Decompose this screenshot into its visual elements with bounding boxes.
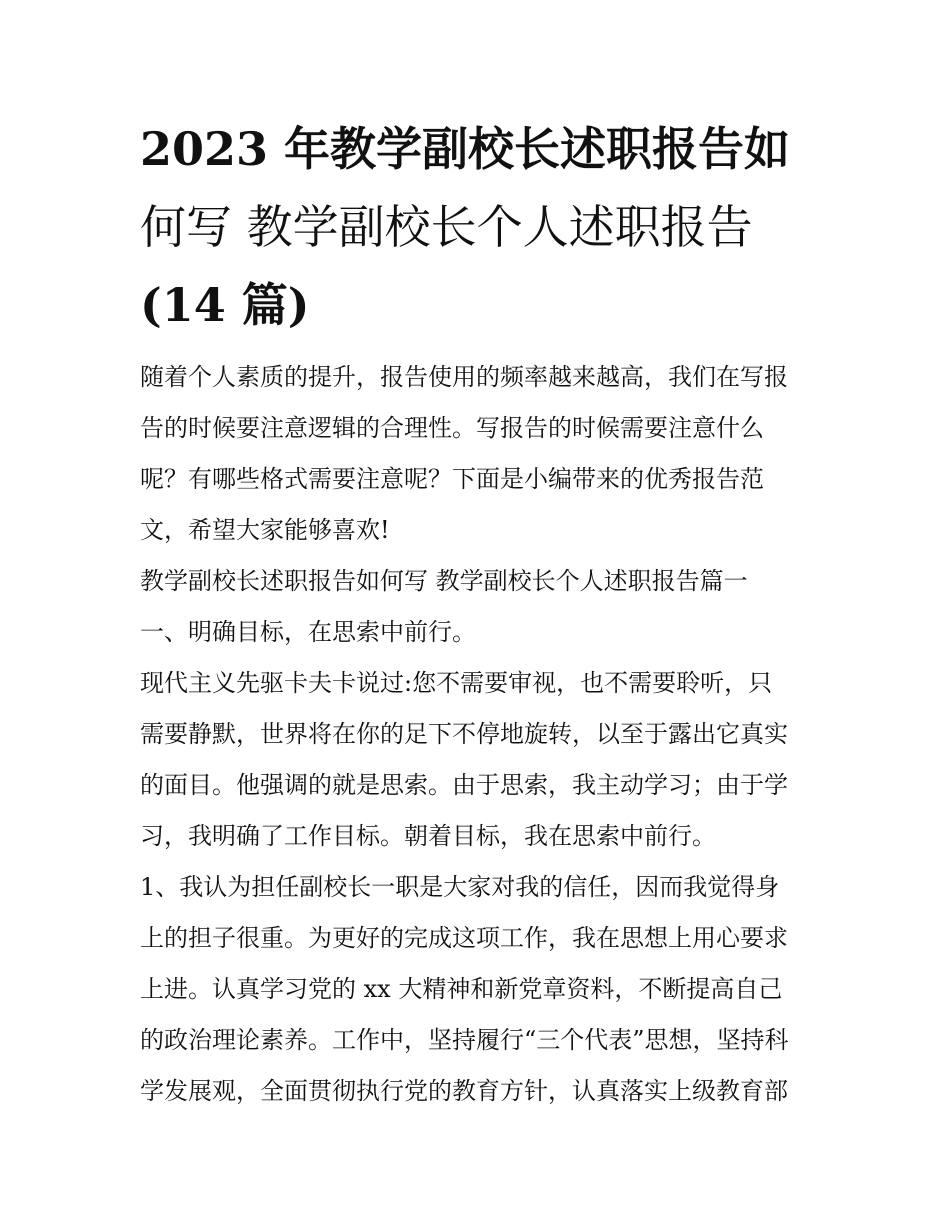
title-line-1: 2023 年教学副校长述职报告如: [140, 122, 791, 176]
document-page: [140, 110, 820, 1117]
title-line-3: (14 篇): [140, 278, 310, 332]
intro-paragraph: 随着个人素质的提升，报告使用的频率越来越高，我们在写报 告的时候要注意逻辑的合理性。写报告的时候需要注意什么 呢？有哪些格式需要注意呢？下面是小编带来的优秀报告范 文，希望大家能够喜欢!: [140, 363, 788, 544]
body-paragraph: 现代主义先驱卡夫卡说过:您不需要审视，也不需要聆听，只 需要静默，世界将在你的足下不停地旋转，以至于露出它真实 的面目。他强调的就是思索。由于思索，我主动学习；由于学 习，我明确了工作目标。朝着目标，我在思索中前行。: [140, 669, 788, 850]
section-heading: 教学副校长述职报告如何写 教学副校长个人述职报告篇一: [140, 567, 748, 595]
document-body: [140, 352, 820, 1117]
document-title: [140, 110, 820, 344]
body-paragraph: 1、我认为担任副校长一职是大家对我的信任，因而我觉得身 上的担子很重。为更好的完成这项工作，我在思想上用心要求 上进。认真学习党的 xx 大精神和新党章资料，不断提高自己 的政治理论素养。工作中，坚持履行“三个代表”思想，坚持科 学发展观，全面贯彻执行党的教育方针，认真落实上级教育部: [140, 873, 789, 1105]
subheading-one: 一、明确目标，在思索中前行。: [140, 618, 476, 646]
title-line-2: 何写 教学副校长个人述职报告: [140, 200, 753, 254]
